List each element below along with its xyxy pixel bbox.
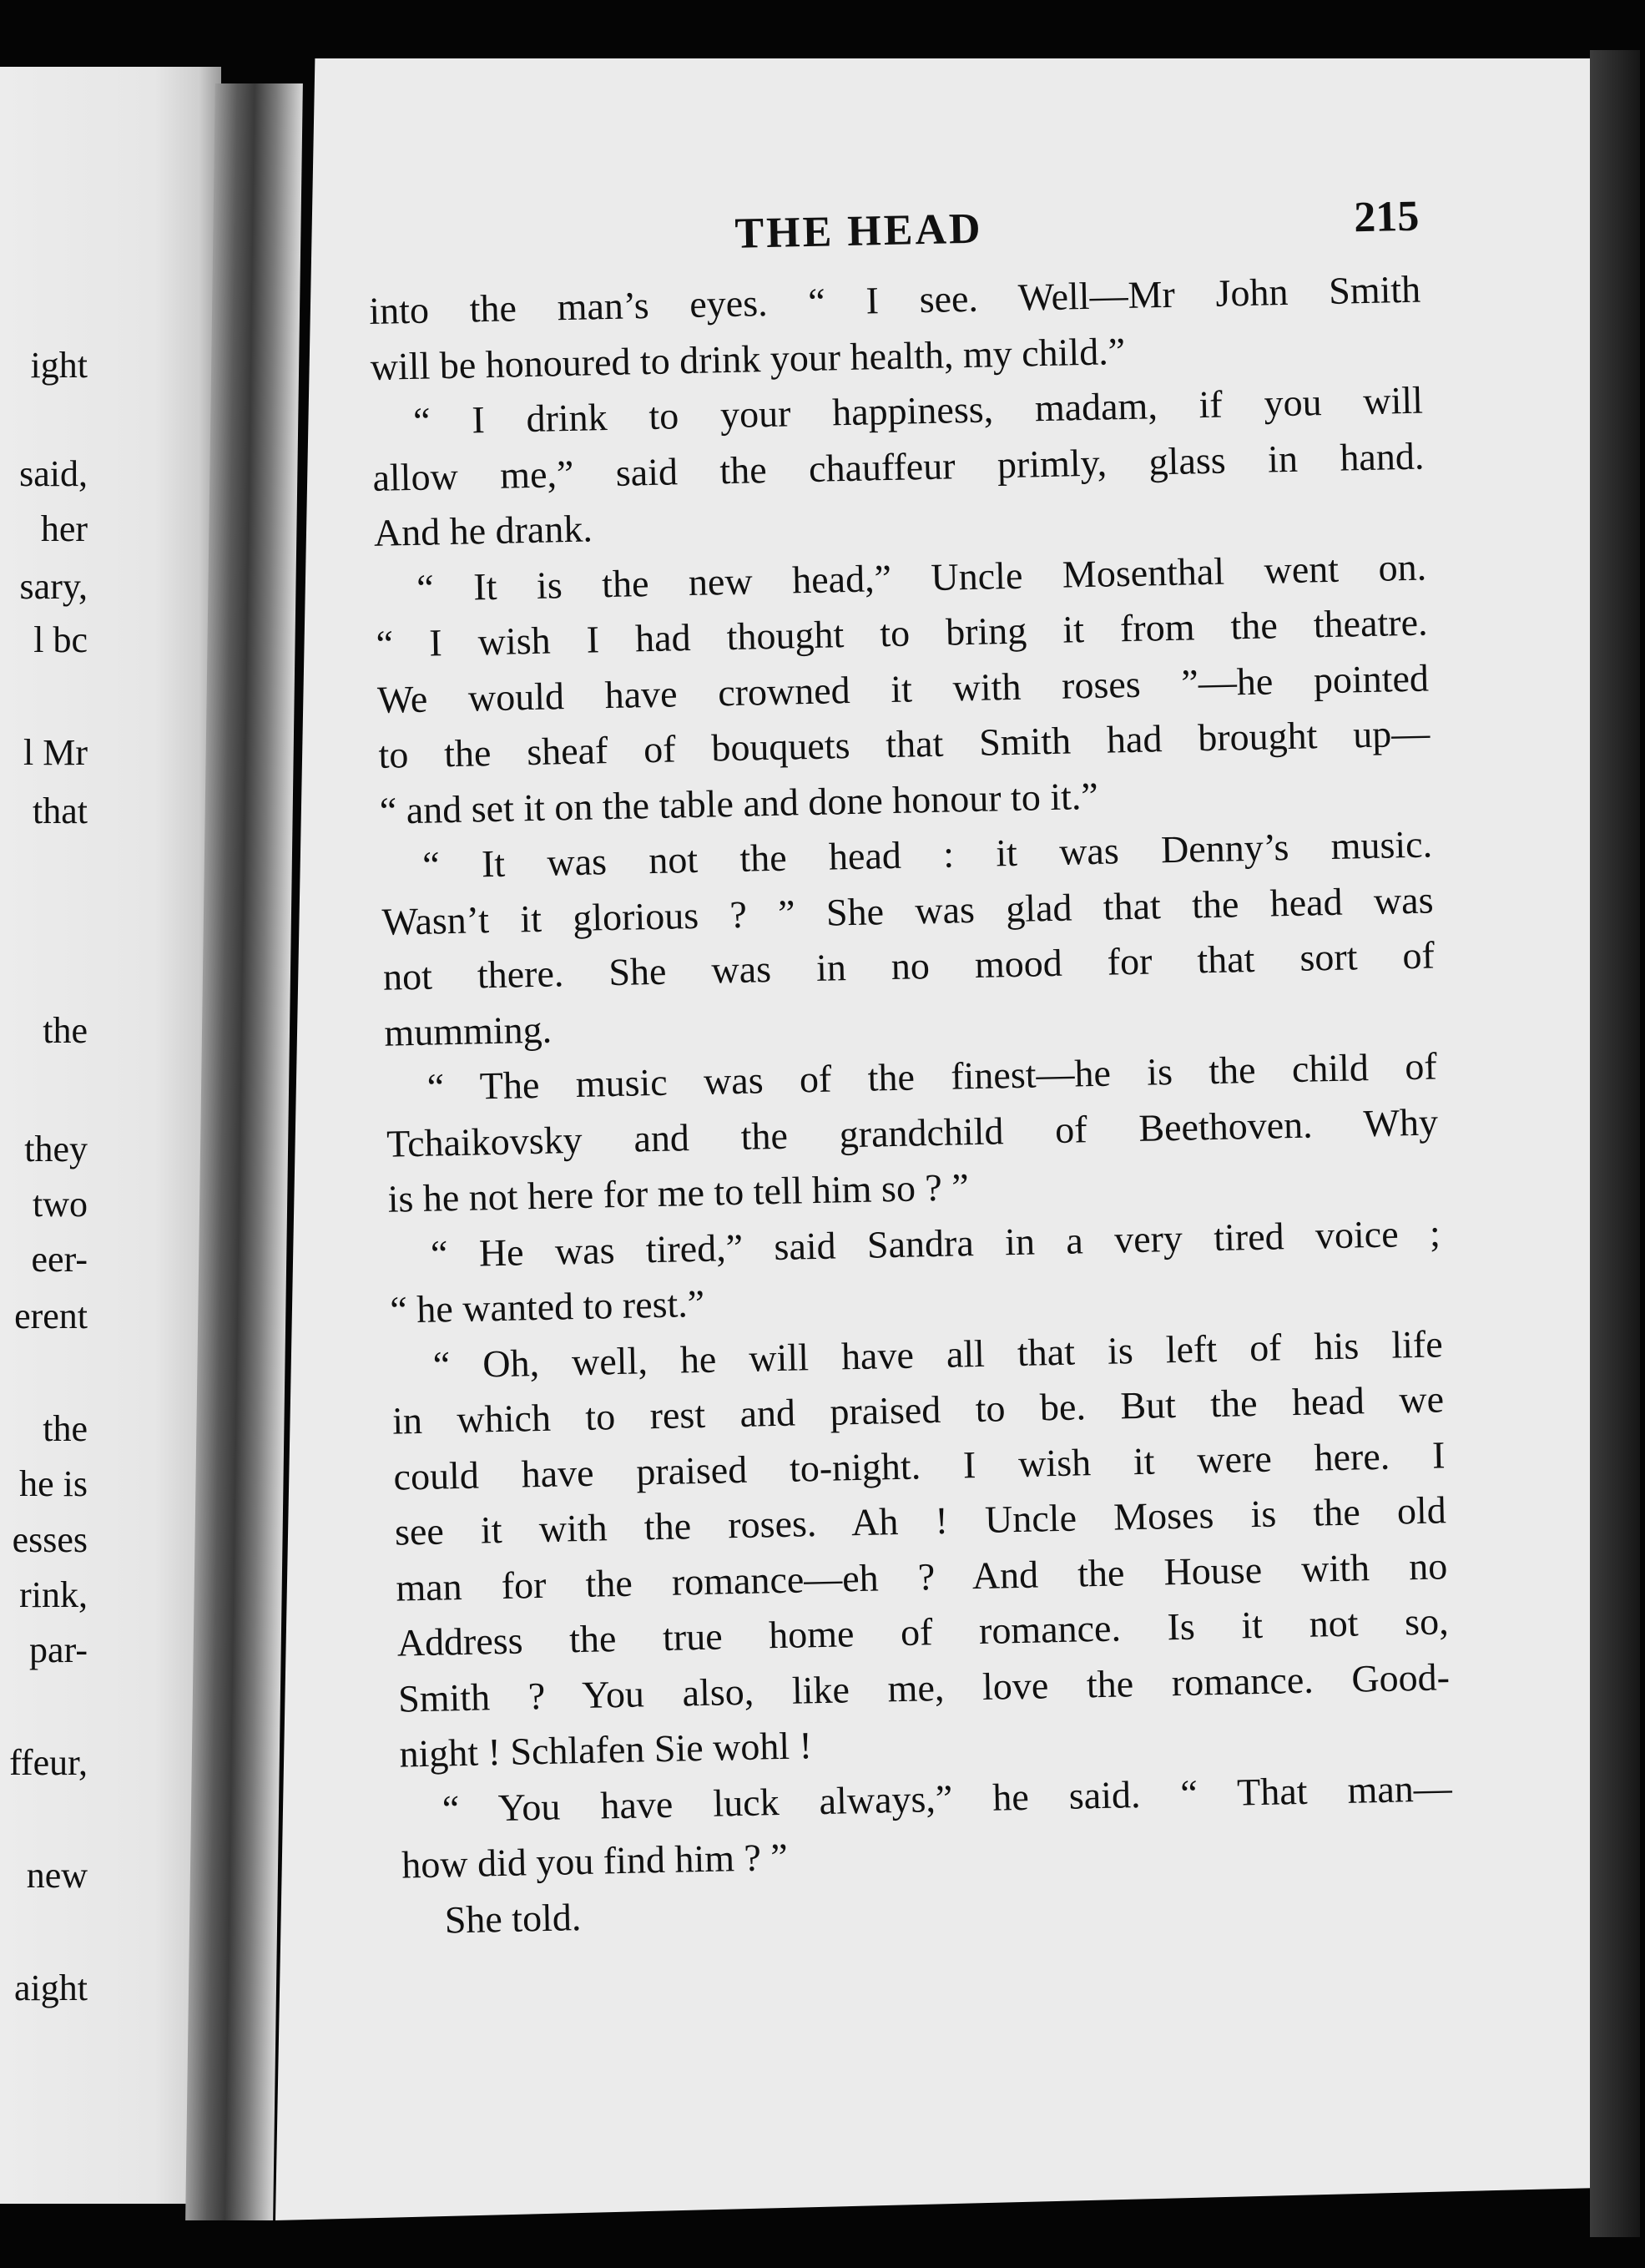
text-line: “ He was tired,” said Sandra in a very tired voice ; xyxy=(430,1210,1441,1275)
text-line: to the sheaf of bouquets that Smith had brought up— xyxy=(377,711,1431,776)
left-page-fragment: esses xyxy=(12,1519,88,1561)
text-line: “ Oh, well, he will have all that is left of his life xyxy=(432,1321,1444,1387)
text-line: “ You have luck always,” he said. “ That man— xyxy=(442,1765,1453,1831)
left-page-fragment: that xyxy=(33,790,88,831)
text-line: will be honoured to drink your health, my child.” xyxy=(370,329,1126,388)
body-text xyxy=(369,262,1456,1949)
left-page-fragment: new xyxy=(26,1855,88,1897)
text-line: “ The music was of the finest—he is the child of xyxy=(426,1044,1438,1109)
text-line: in which to rest and praised to be. But the head we xyxy=(391,1377,1445,1442)
left-page-fragment: par- xyxy=(29,1629,88,1670)
left-page-fragment: two xyxy=(33,1184,88,1225)
text-line: into the man’s eyes. “ I see. Well—Mr John Smith xyxy=(368,267,1421,332)
left-page-fragment: her xyxy=(40,508,88,549)
text-line: man for the romance—eh ? And the House with no xyxy=(395,1543,1448,1609)
text-line: could have praised to-night. I wish it were here. I xyxy=(393,1432,1446,1498)
text-line: Tchaikovsky and the grandchild of Beethoven. Why xyxy=(386,1099,1439,1165)
text-line: is he not here for me to tell him so ? ” xyxy=(387,1165,970,1220)
text-line: “ he wanted to rest.” xyxy=(389,1281,705,1331)
page-number: 215 xyxy=(1353,192,1420,242)
left-page-fragment: l bc xyxy=(33,619,88,661)
text-line: how did you find him ? ” xyxy=(401,1835,789,1887)
text-line: Smith ? You also, like me, love the romance. Good- xyxy=(397,1654,1451,1720)
left-page-fragment: the xyxy=(43,1407,88,1449)
text-line: We would have crowned it with roses ”—he pointed xyxy=(376,655,1430,721)
left-page-fragment: ffeur, xyxy=(9,1741,88,1783)
text-line: allow me,” said the chauffeur primly, glass in hand. xyxy=(372,434,1425,499)
left-page-fragment: he is xyxy=(19,1462,88,1504)
left-page-fragment: l Mr xyxy=(23,732,88,774)
left-page-fragment: they xyxy=(24,1129,88,1170)
left-page-fragment: eer- xyxy=(31,1238,88,1280)
left-page-fragment: the xyxy=(43,1010,88,1052)
left-page-fragment: said, xyxy=(19,452,88,494)
text-line: Address the true home of romance. Is it not so, xyxy=(396,1599,1450,1664)
text-line: “ I drink to your happiness, madam, if you will xyxy=(412,378,1424,442)
left-page-fragment: sary, xyxy=(19,566,88,608)
text-line: “ and set it on the table and done honour to it.” xyxy=(379,774,1099,832)
text-line: see it with the roses. Ah ! Uncle Moses is the old xyxy=(394,1488,1447,1553)
text-line: mumming. xyxy=(383,1008,553,1054)
page-edge-shadow xyxy=(1590,50,1640,2237)
left-page-fragment: erent xyxy=(14,1295,88,1336)
running-title: THE HEAD xyxy=(734,205,984,258)
left-page-fragment: aight xyxy=(14,1967,88,2009)
text-line: “ I wish I had thought to bring it from the theatre. xyxy=(376,600,1428,665)
text-line: “ It was not the head : it was Denny’s music. xyxy=(421,822,1433,886)
page-content xyxy=(367,192,1455,1949)
text-line: “ It is the new head,” Uncle Mosenthal went on. xyxy=(416,545,1427,609)
text-line: And he drank. xyxy=(373,507,593,554)
left-facing-page xyxy=(0,67,221,2204)
text-line: not there. She was in no mood for that sort of xyxy=(382,933,1436,998)
text-line: Wasn’t it glorious ? ” She was glad that the head was xyxy=(381,877,1434,943)
text-line: night ! Schlafen Sie wohl ! xyxy=(399,1724,813,1776)
text-line: She told. xyxy=(444,1895,582,1941)
left-page-fragment: rink, xyxy=(19,1573,88,1615)
left-page-fragment: ight xyxy=(30,344,88,386)
